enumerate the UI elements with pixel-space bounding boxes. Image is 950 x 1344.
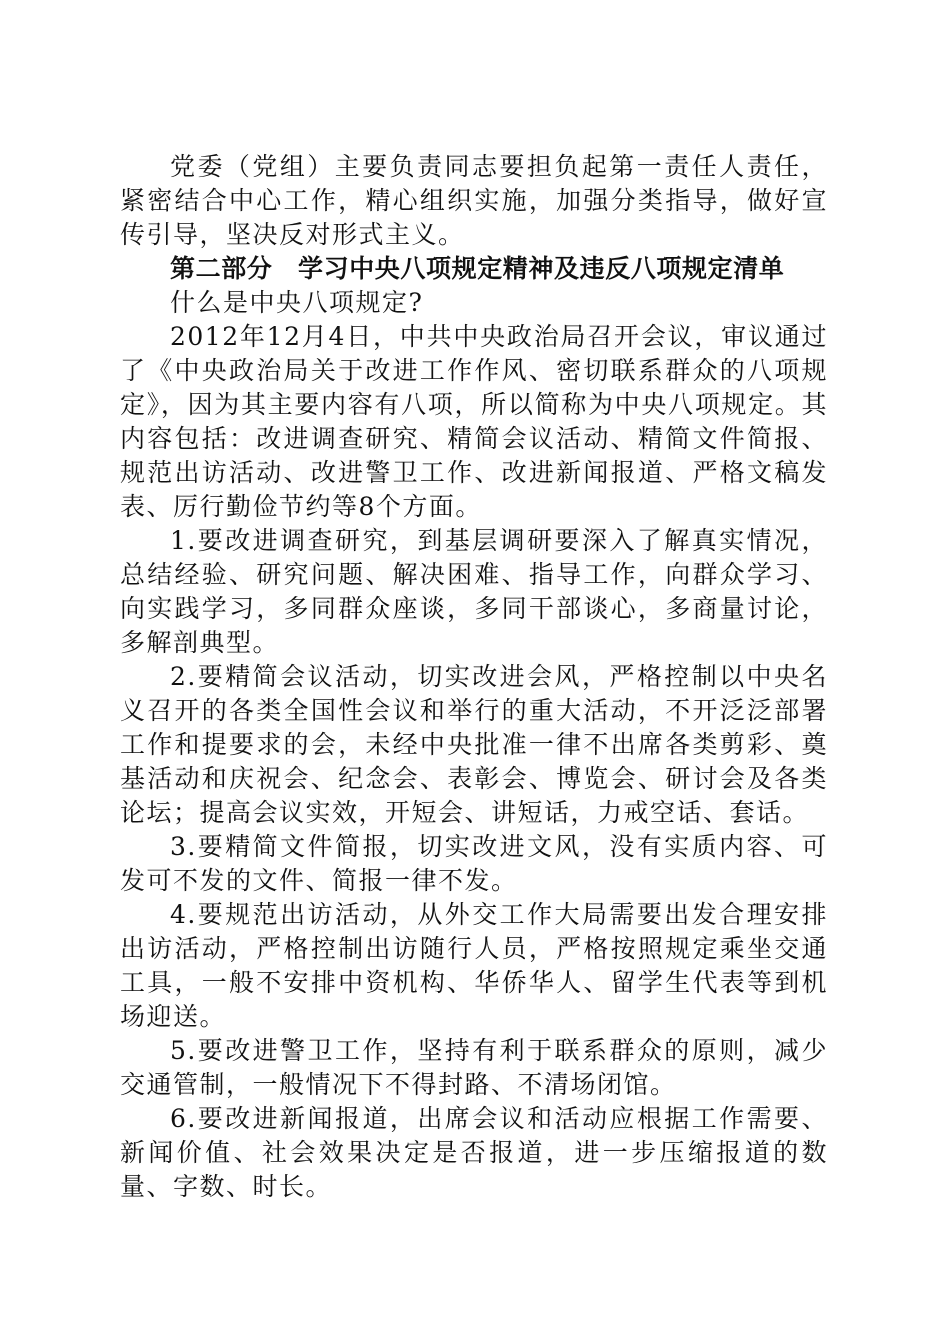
list-item: 6.要改进新闻报道，出席会议和活动应根据工作需要、新闻价值、社会效果决定是否报道，进一步压缩报道的数量、字数、时长。: [120, 1104, 828, 1201]
section-heading: 第二部分 学习中央八项规定精神及违反八项规定清单: [170, 254, 785, 283]
list-item: 2.要精简会议活动，切实改进会风，严格控制以中央名义召开的各类全国性会议和举行的重大活动，不开泛泛部署工作和提要求的会，未经中央批准一律不出席各类剪彩、奠基活动和庆祝会、纪念会、表彰会、博览会、研讨会及各类论坛；提高会议实效，开短会、讲短话，力戒空话、套话。: [120, 662, 828, 827]
list-item: 5.要改进警卫工作，坚持有利于联系群众的原则，减少交通管制，一般情况下不得封路、不清场闭馆。: [120, 1036, 828, 1099]
list-item: 3.要精简文件简报，切实改进文风，没有实质内容、可发可不发的文件、简报一律不发。: [120, 832, 828, 895]
list-item: 4.要规范出访活动，从外交工作大局需要出发合理安排出访活动，严格控制出访随行人员，严格按照规定乘坐交通工具，一般不安排中资机构、华侨华人、留学生代表等到机场迎送。: [120, 900, 828, 1031]
document-page: [120, 150, 828, 1204]
intro-paragraph: 2012年12月4日，中共中央政治局召开会议，审议通过了《中央政治局关于改进工作作风、密切联系群众的八项规定》，因为其主要内容有八项，所以简称为中央八项规定。其内容包括：改进调查研究、精简会议活动、精简文件简报、规范出访活动、改进警卫工作、改进新闻报道、严格文稿发表、厉行勤俭节约等8个方面。: [120, 322, 828, 521]
paragraph-responsibility: 党委（党组）主要负责同志要担负起第一责任人责任，紧密结合中心工作，精心组织实施，加强分类指导，做好宣传引导，坚决反对形式主义。: [120, 152, 828, 249]
list-item: 1.要改进调查研究，到基层调研要深入了解真实情况，总结经验、研究问题、解决困难、指导工作，向群众学习、向实践学习，多同群众座谈，多同干部谈心，多商量讨论，多解剖典型。: [120, 526, 828, 657]
question-paragraph: 什么是中央八项规定?: [170, 288, 424, 317]
